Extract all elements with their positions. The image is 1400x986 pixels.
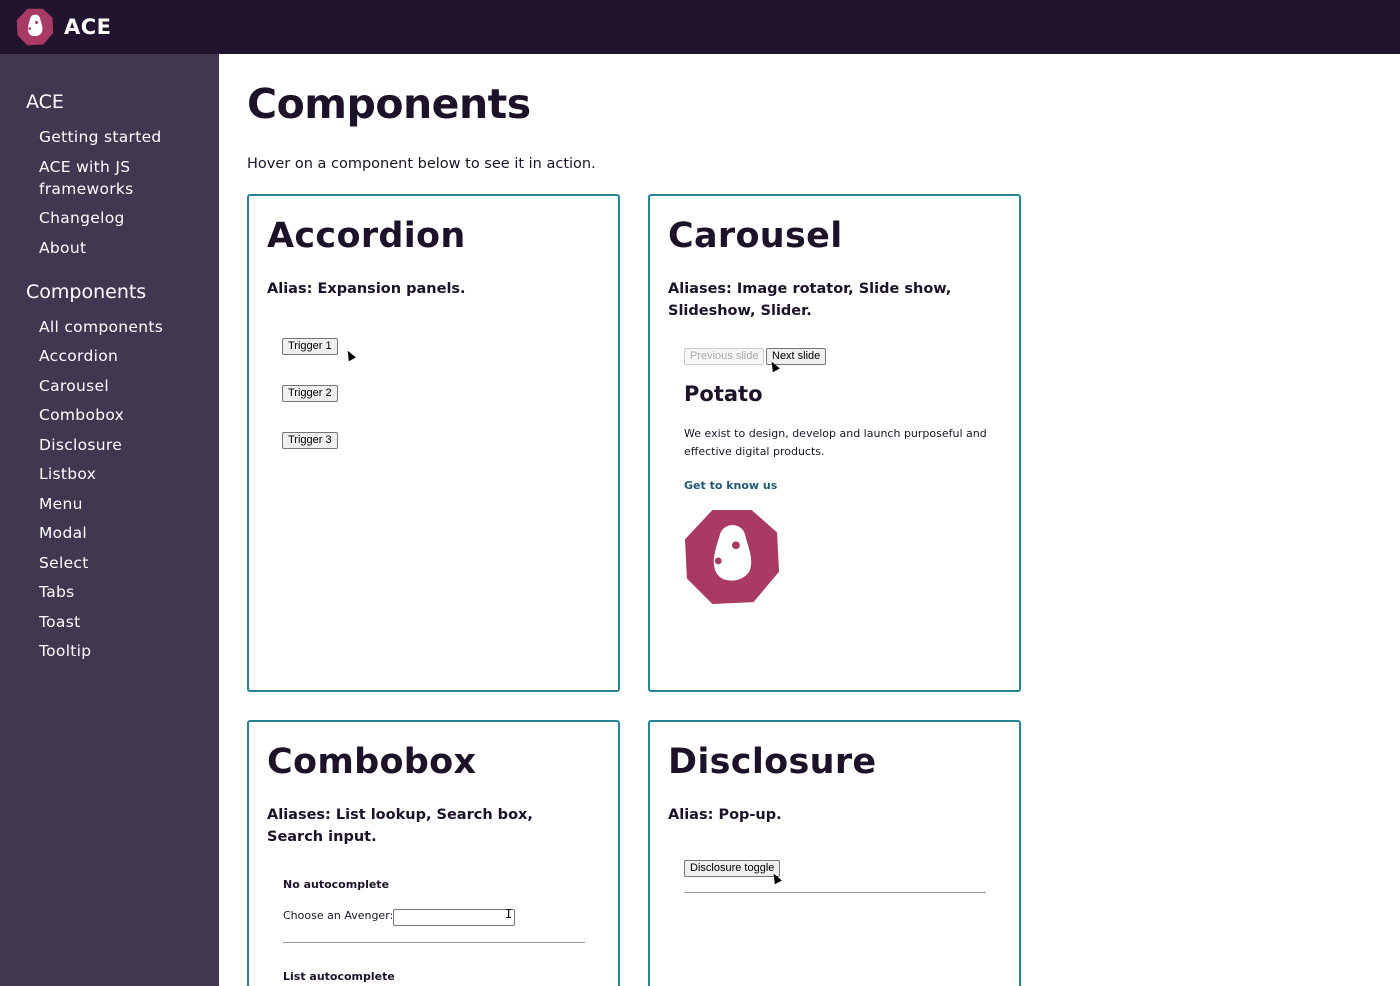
next-slide-button[interactable]: Next slide (766, 348, 826, 365)
sidebar-item-modal[interactable]: Modal (39, 524, 87, 542)
sidebar-item-menu[interactable]: Menu (39, 495, 83, 513)
card-title: Disclosure (668, 742, 877, 782)
disclosure-toggle-button[interactable]: Disclosure toggle (684, 860, 780, 877)
avenger-input[interactable] (393, 909, 515, 926)
sidebar-item-select[interactable]: Select (39, 554, 89, 572)
accordion-trigger-3[interactable]: Trigger 3 (282, 432, 338, 449)
text-cursor-icon: I (505, 907, 513, 921)
brand-name: ACE (64, 15, 112, 39)
sidebar-section-ace: ACE (26, 91, 64, 113)
divider (283, 942, 585, 943)
potato-logo-icon (683, 508, 781, 610)
divider (684, 892, 986, 893)
alias-label: Aliases: (267, 807, 331, 823)
mouse-pointer-icon (344, 349, 356, 362)
alias-text: Expansion panels. (312, 281, 466, 297)
card-alias (267, 804, 587, 848)
sidebar-item-carousel[interactable]: Carousel (39, 377, 109, 395)
list-autocomplete-heading: List autocomplete (283, 970, 395, 983)
slide-link[interactable]: Get to know us (684, 479, 778, 492)
sidebar-item-disclosure[interactable]: Disclosure (39, 436, 123, 454)
intro-text: Hover on a component below to see it in action. (247, 156, 596, 172)
sidebar-item-accordion[interactable]: Accordion (39, 347, 119, 365)
sidebar-item-tooltip[interactable]: Tooltip (39, 642, 92, 660)
card-carousel[interactable] (648, 194, 1021, 692)
sidebar-item-ace-with-js-frameworks[interactable]: ACE with JS frameworks (39, 158, 134, 198)
sidebar-item-toast[interactable]: Toast (39, 613, 81, 631)
sidebar-item-getting-started[interactable]: Getting started (39, 128, 162, 146)
alias-text: Image rotator, Slide show, Slideshow, Slider. (668, 281, 952, 319)
sidebar-item-changelog[interactable]: Changelog (39, 209, 125, 227)
card-alias (668, 278, 968, 322)
card-alias (267, 278, 597, 300)
accordion-trigger-2[interactable]: Trigger 2 (282, 385, 338, 402)
card-combobox[interactable] (247, 720, 620, 986)
slide-title: Potato (684, 382, 763, 406)
main-content (219, 54, 1400, 986)
card-title: Carousel (668, 216, 843, 256)
avenger-field-label: Choose an Avenger: (283, 909, 394, 922)
sidebar-item-tabs[interactable]: Tabs (39, 583, 75, 601)
card-alias (668, 804, 998, 826)
alias-label: Alias: (668, 807, 714, 823)
alias-text: Pop-up. (713, 807, 782, 823)
sidebar-item-all-components[interactable]: All components (39, 318, 164, 336)
top-bar (0, 0, 1400, 54)
sidebar (0, 54, 219, 986)
card-title: Accordion (267, 216, 466, 256)
alias-label: Alias: (267, 281, 313, 297)
sidebar-item-listbox[interactable]: Listbox (39, 465, 97, 483)
alias-text: List lookup, Search box, Search input. (267, 807, 533, 845)
card-title: Combobox (267, 742, 477, 782)
brand[interactable] (16, 8, 112, 46)
slide-text: We exist to design, develop and launch purposeful and effective digital products. (684, 427, 987, 458)
card-accordion[interactable] (247, 194, 620, 692)
sidebar-item-combobox[interactable]: Combobox (39, 406, 125, 424)
no-autocomplete-heading: No autocomplete (283, 878, 390, 891)
sidebar-item-about[interactable]: About (39, 239, 87, 257)
potato-logo-icon (16, 8, 54, 46)
card-disclosure[interactable] (648, 720, 1021, 986)
alias-label: Aliases: (668, 281, 732, 297)
accordion-trigger-1[interactable]: Trigger 1 (282, 338, 338, 355)
sidebar-section-components: Components (26, 281, 147, 303)
previous-slide-button[interactable]: Previous slide (684, 348, 764, 365)
page-title: Components (247, 80, 531, 128)
mouse-pointer-icon (770, 872, 782, 885)
